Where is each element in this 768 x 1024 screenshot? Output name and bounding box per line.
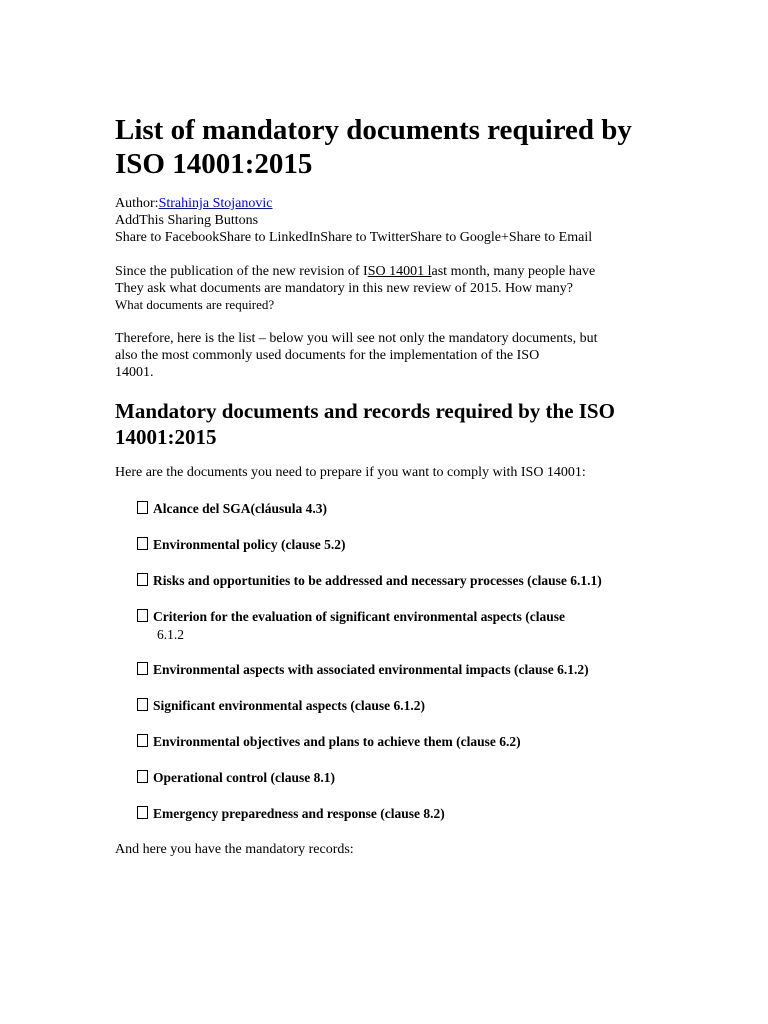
- intro-paragraph-line-1: [115, 263, 595, 280]
- list-item: [137, 769, 637, 787]
- checkbox-icon: [137, 734, 148, 747]
- page-title: List of mandatory documents required by ISO 14001:2015: [115, 114, 632, 180]
- checkbox-icon: [137, 806, 148, 819]
- checkbox-icon: [137, 698, 148, 711]
- records-lead: And here you have the mandatory records:: [115, 842, 354, 857]
- list-item-text: Criterion for the evaluation of significant environmental aspects (clause: [153, 609, 565, 624]
- author-line: [115, 195, 273, 212]
- list-item: [137, 572, 637, 590]
- list-item: [137, 733, 637, 751]
- intro-text: ast month, many people have: [431, 264, 596, 279]
- section-heading: Mandatory documents and records required by the ISO 14001:2015: [115, 399, 615, 449]
- list-item-text: Operational control (clause 8.1): [153, 770, 335, 785]
- list-item: [137, 608, 637, 644]
- iso-14001-link[interactable]: SO 14001 l: [367, 264, 432, 279]
- section-lead: Here are the documents you need to prepare if you want to comply with ISO 14001:: [115, 465, 586, 480]
- checkbox-icon: [137, 770, 148, 783]
- list-item-text: Significant environmental aspects (clause 6.1.2): [153, 698, 425, 713]
- list-item-text: Risks and opportunities to be addressed and necessary processes (clause 6.1.1): [153, 573, 602, 588]
- checkbox-icon: [137, 609, 148, 622]
- list-item: [137, 805, 637, 823]
- list-item: [137, 536, 637, 554]
- list-item-continuation: 6.1.2: [157, 627, 184, 642]
- intro-text: Since the publication of the new revision of I: [115, 264, 368, 279]
- checkbox-icon: [137, 662, 148, 675]
- list-item-text: Emergency preparedness and response (clause 8.2): [153, 806, 445, 821]
- intro-paragraph-2-line-1: Therefore, here is the list – below you will see not only the mandatory documents, but: [115, 331, 598, 346]
- intro-paragraph-2-line-3: 14001.: [115, 365, 154, 380]
- intro-paragraph-line-3: What documents are required?: [115, 297, 275, 312]
- intro-paragraph-2-line-2: also the most commonly used documents for the implementation of the ISO: [115, 348, 540, 363]
- checkbox-icon: [137, 501, 148, 514]
- list-item-text: Alcance del SGA(cláusula 4.3): [153, 501, 327, 516]
- sharing-links[interactable]: Share to FacebookShare to LinkedInShare to TwitterShare to Google+Share to Email: [115, 230, 593, 245]
- sharing-heading: AddThis Sharing Buttons: [115, 213, 259, 228]
- author-label: Author:: [115, 196, 159, 211]
- list-item-text: Environmental objectives and plans to achieve them (clause 6.2): [153, 734, 521, 749]
- list-item: [137, 661, 637, 679]
- checkbox-icon: [137, 537, 148, 550]
- author-link[interactable]: Strahinja Stojanovic: [158, 196, 273, 211]
- list-item: [137, 500, 637, 518]
- list-item-text: Environmental policy (clause 5.2): [153, 537, 346, 552]
- list-item-text: Environmental aspects with associated environmental impacts (clause 6.1.2): [153, 662, 589, 677]
- checkbox-icon: [137, 573, 148, 586]
- intro-paragraph-line-2: They ask what documents are mandatory in this new review of 2015. How many?: [115, 281, 573, 296]
- list-item: [137, 697, 637, 715]
